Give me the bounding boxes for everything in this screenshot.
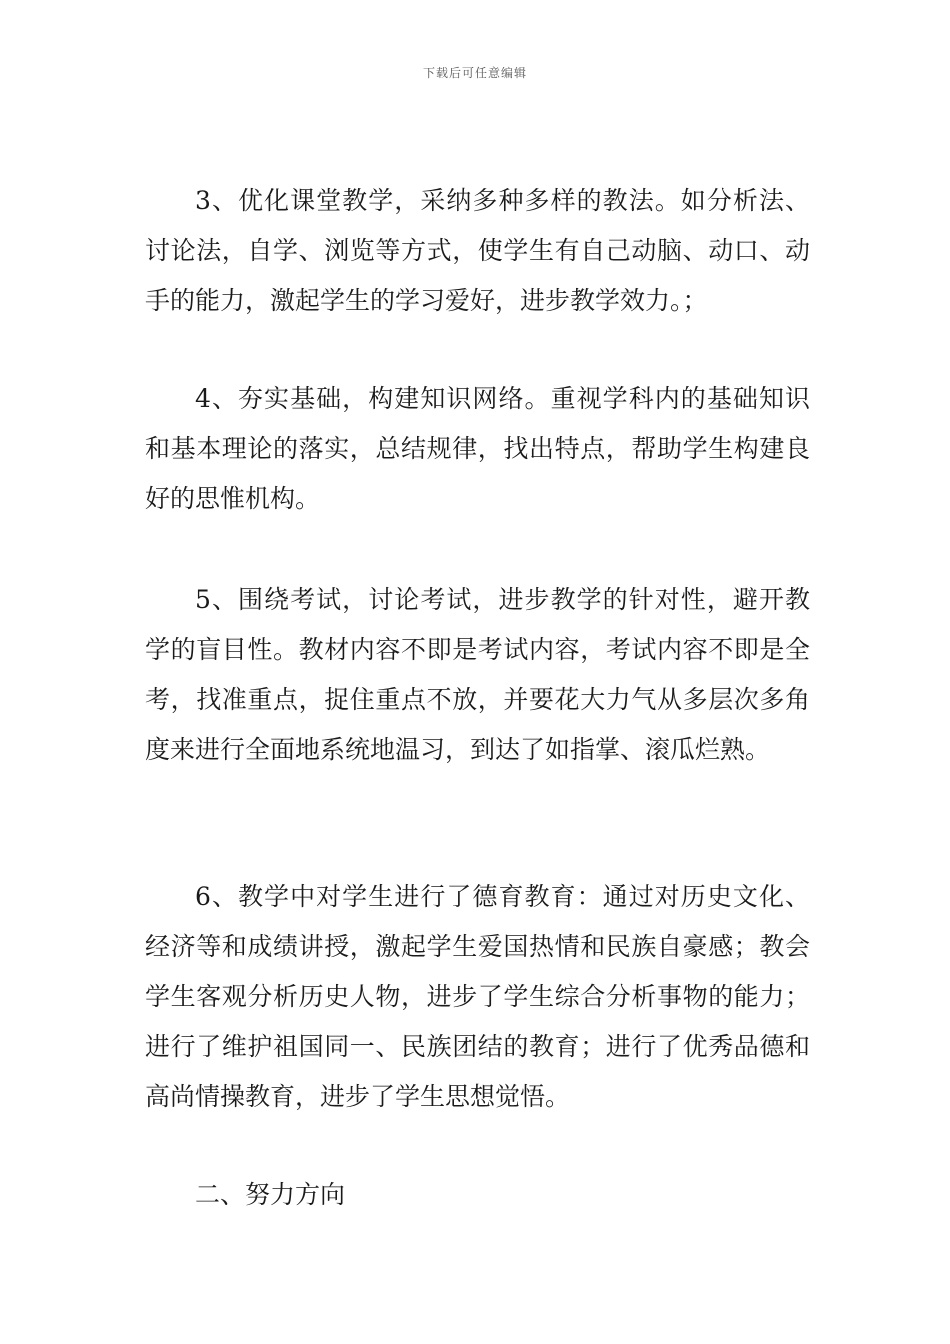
paragraph-item-4: 4、夯实基础，构建知识网络。重视学科内的基础知识和基本理论的落实，总结规律，找出特点，帮助学生构建良好的思惟机构。: [145, 384, 810, 513]
header-note: 下载后可任意编辑: [422, 66, 527, 80]
paragraph-item-5: 5、围绕考试，讨论考试，进步教学的针对性，避开教学的盲目性。教材内容不即是考试内容，考试内容不即是全考，找准重点，捉住重点不放，并要花大力气从多层次多角度来进行全面地系统地温习，到达了如指掌、滚瓜烂熟。: [145, 585, 810, 764]
paragraph-item-3: 3、优化课堂教学，采纳多种多样的教法。如分析法、讨论法，自学、浏览等方式，使学生有自己动脑、动口、动手的能力，激起学生的学习爱好，进步教学效力。；: [145, 186, 810, 315]
section-heading: 二、努力方向: [195, 1180, 346, 1209]
paragraph-item-6: 6、教学中对学生进行了德育教育：通过对历史文化、经济等和成绩讲授，激起学生爱国热情和民族自豪感；教会学生客观分析历史人物，进步了学生综合分析事物的能力；进行了维护祖国同一、民族团结的教育；进行了优秀品德和高尚情操教育，进步了学生思想觉悟。: [145, 882, 810, 1111]
